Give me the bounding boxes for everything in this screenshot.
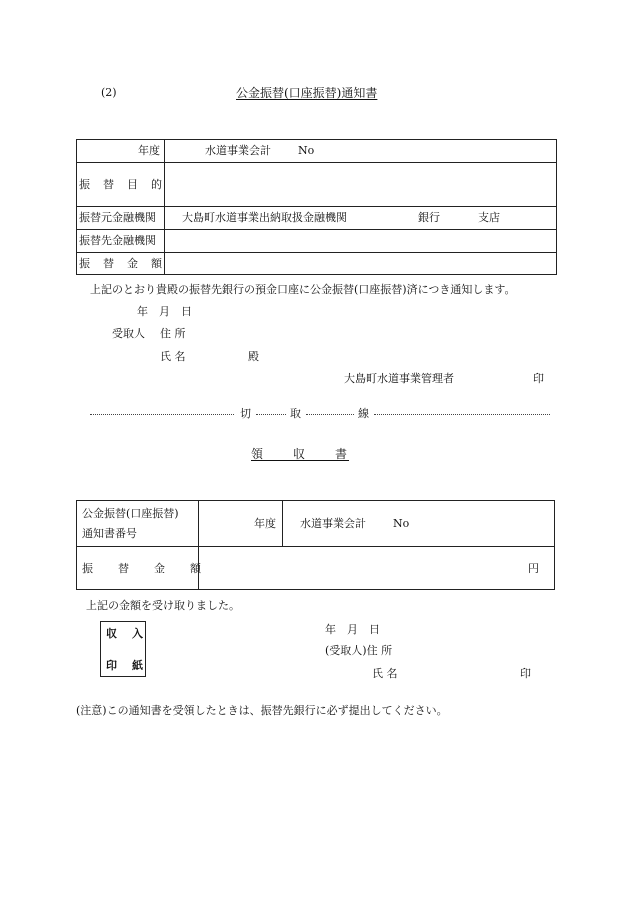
cut-label-3: 線 — [358, 407, 369, 420]
cut-dash — [374, 414, 550, 415]
receipt-seal: 印 — [520, 667, 531, 680]
receipt-name-label: 氏 名 — [372, 667, 398, 680]
receipt-col-divider — [198, 500, 199, 590]
receipt-title: 領 収 書 — [251, 447, 350, 461]
notice-address-label: 住 所 — [160, 327, 186, 340]
receipt-statement: 上記の金額を受け取りました。 — [86, 599, 240, 612]
notice-col-divider — [164, 139, 165, 275]
notice-recipient-label: 受取人 — [112, 327, 145, 340]
cut-dash — [90, 414, 234, 415]
notice-row-divider — [76, 162, 557, 163]
notice-title: 公金振替(口座振替)通知書 — [236, 86, 378, 100]
notice-manager: 大島町水道事業管理者 — [344, 372, 454, 385]
notice-source-bank-label: 振替元金融機関 — [79, 211, 156, 224]
notice-amount-label: 振 替 金 額 — [79, 257, 163, 270]
notice-year-label: 年度 — [138, 144, 160, 157]
receipt-amount-label: 振 替 金 額 — [82, 562, 202, 575]
notice-dest-bank-label: 振替先金融機関 — [79, 234, 156, 247]
notice-no-label: No — [298, 144, 315, 157]
receipt-row-divider — [76, 546, 555, 547]
notice-purpose-label: 振 替 目 的 — [79, 178, 163, 191]
cut-label-2: 取 — [290, 407, 301, 420]
notice-source-bank-value: 大島町水道事業出納取扱金融機関 — [182, 211, 347, 224]
receipt-ref-label-1: 公金振替(口座振替) — [82, 507, 179, 520]
notice-name-label: 氏 名 — [160, 350, 186, 363]
notice-row-divider — [76, 229, 557, 230]
receipt-date: 年 月 日 — [325, 623, 380, 636]
notice-row-divider — [76, 206, 557, 207]
revenue-stamp-line-2: 印 紙 — [106, 659, 145, 672]
form-number: (2) — [101, 86, 117, 99]
notice-honorific: 殿 — [248, 350, 259, 363]
notice-statement: 上記のとおり貴殿の振替先銀行の預金口座に公金振替(口座振替)済につき通知します。 — [90, 283, 516, 296]
cut-dash — [306, 414, 354, 415]
footnote: (注意)この通知書を受領したときは、振替先銀行に必ず提出してください。 — [76, 704, 448, 717]
notice-row-divider — [76, 252, 557, 253]
notice-account: 水道事業会計 — [205, 144, 271, 157]
receipt-account: 水道事業会計 — [300, 517, 366, 530]
receipt-no-label: No — [393, 517, 410, 530]
receipt-recipient-address: (受取人)住 所 — [325, 644, 393, 657]
receipt-year-label: 年度 — [254, 517, 276, 530]
receipt-ref-label-2: 通知書番号 — [82, 527, 137, 540]
notice-table — [76, 139, 557, 275]
notice-seal: 印 — [533, 372, 544, 385]
cut-label-1: 切 — [240, 407, 251, 420]
revenue-stamp-line-1: 収 入 — [106, 627, 145, 640]
notice-bank-suffix: 銀行 — [418, 211, 440, 224]
receipt-col-divider — [282, 500, 283, 546]
cut-dash — [256, 414, 286, 415]
receipt-yen: 円 — [528, 562, 539, 575]
notice-branch-suffix: 支店 — [478, 211, 500, 224]
notice-date: 年 月 日 — [137, 305, 192, 318]
